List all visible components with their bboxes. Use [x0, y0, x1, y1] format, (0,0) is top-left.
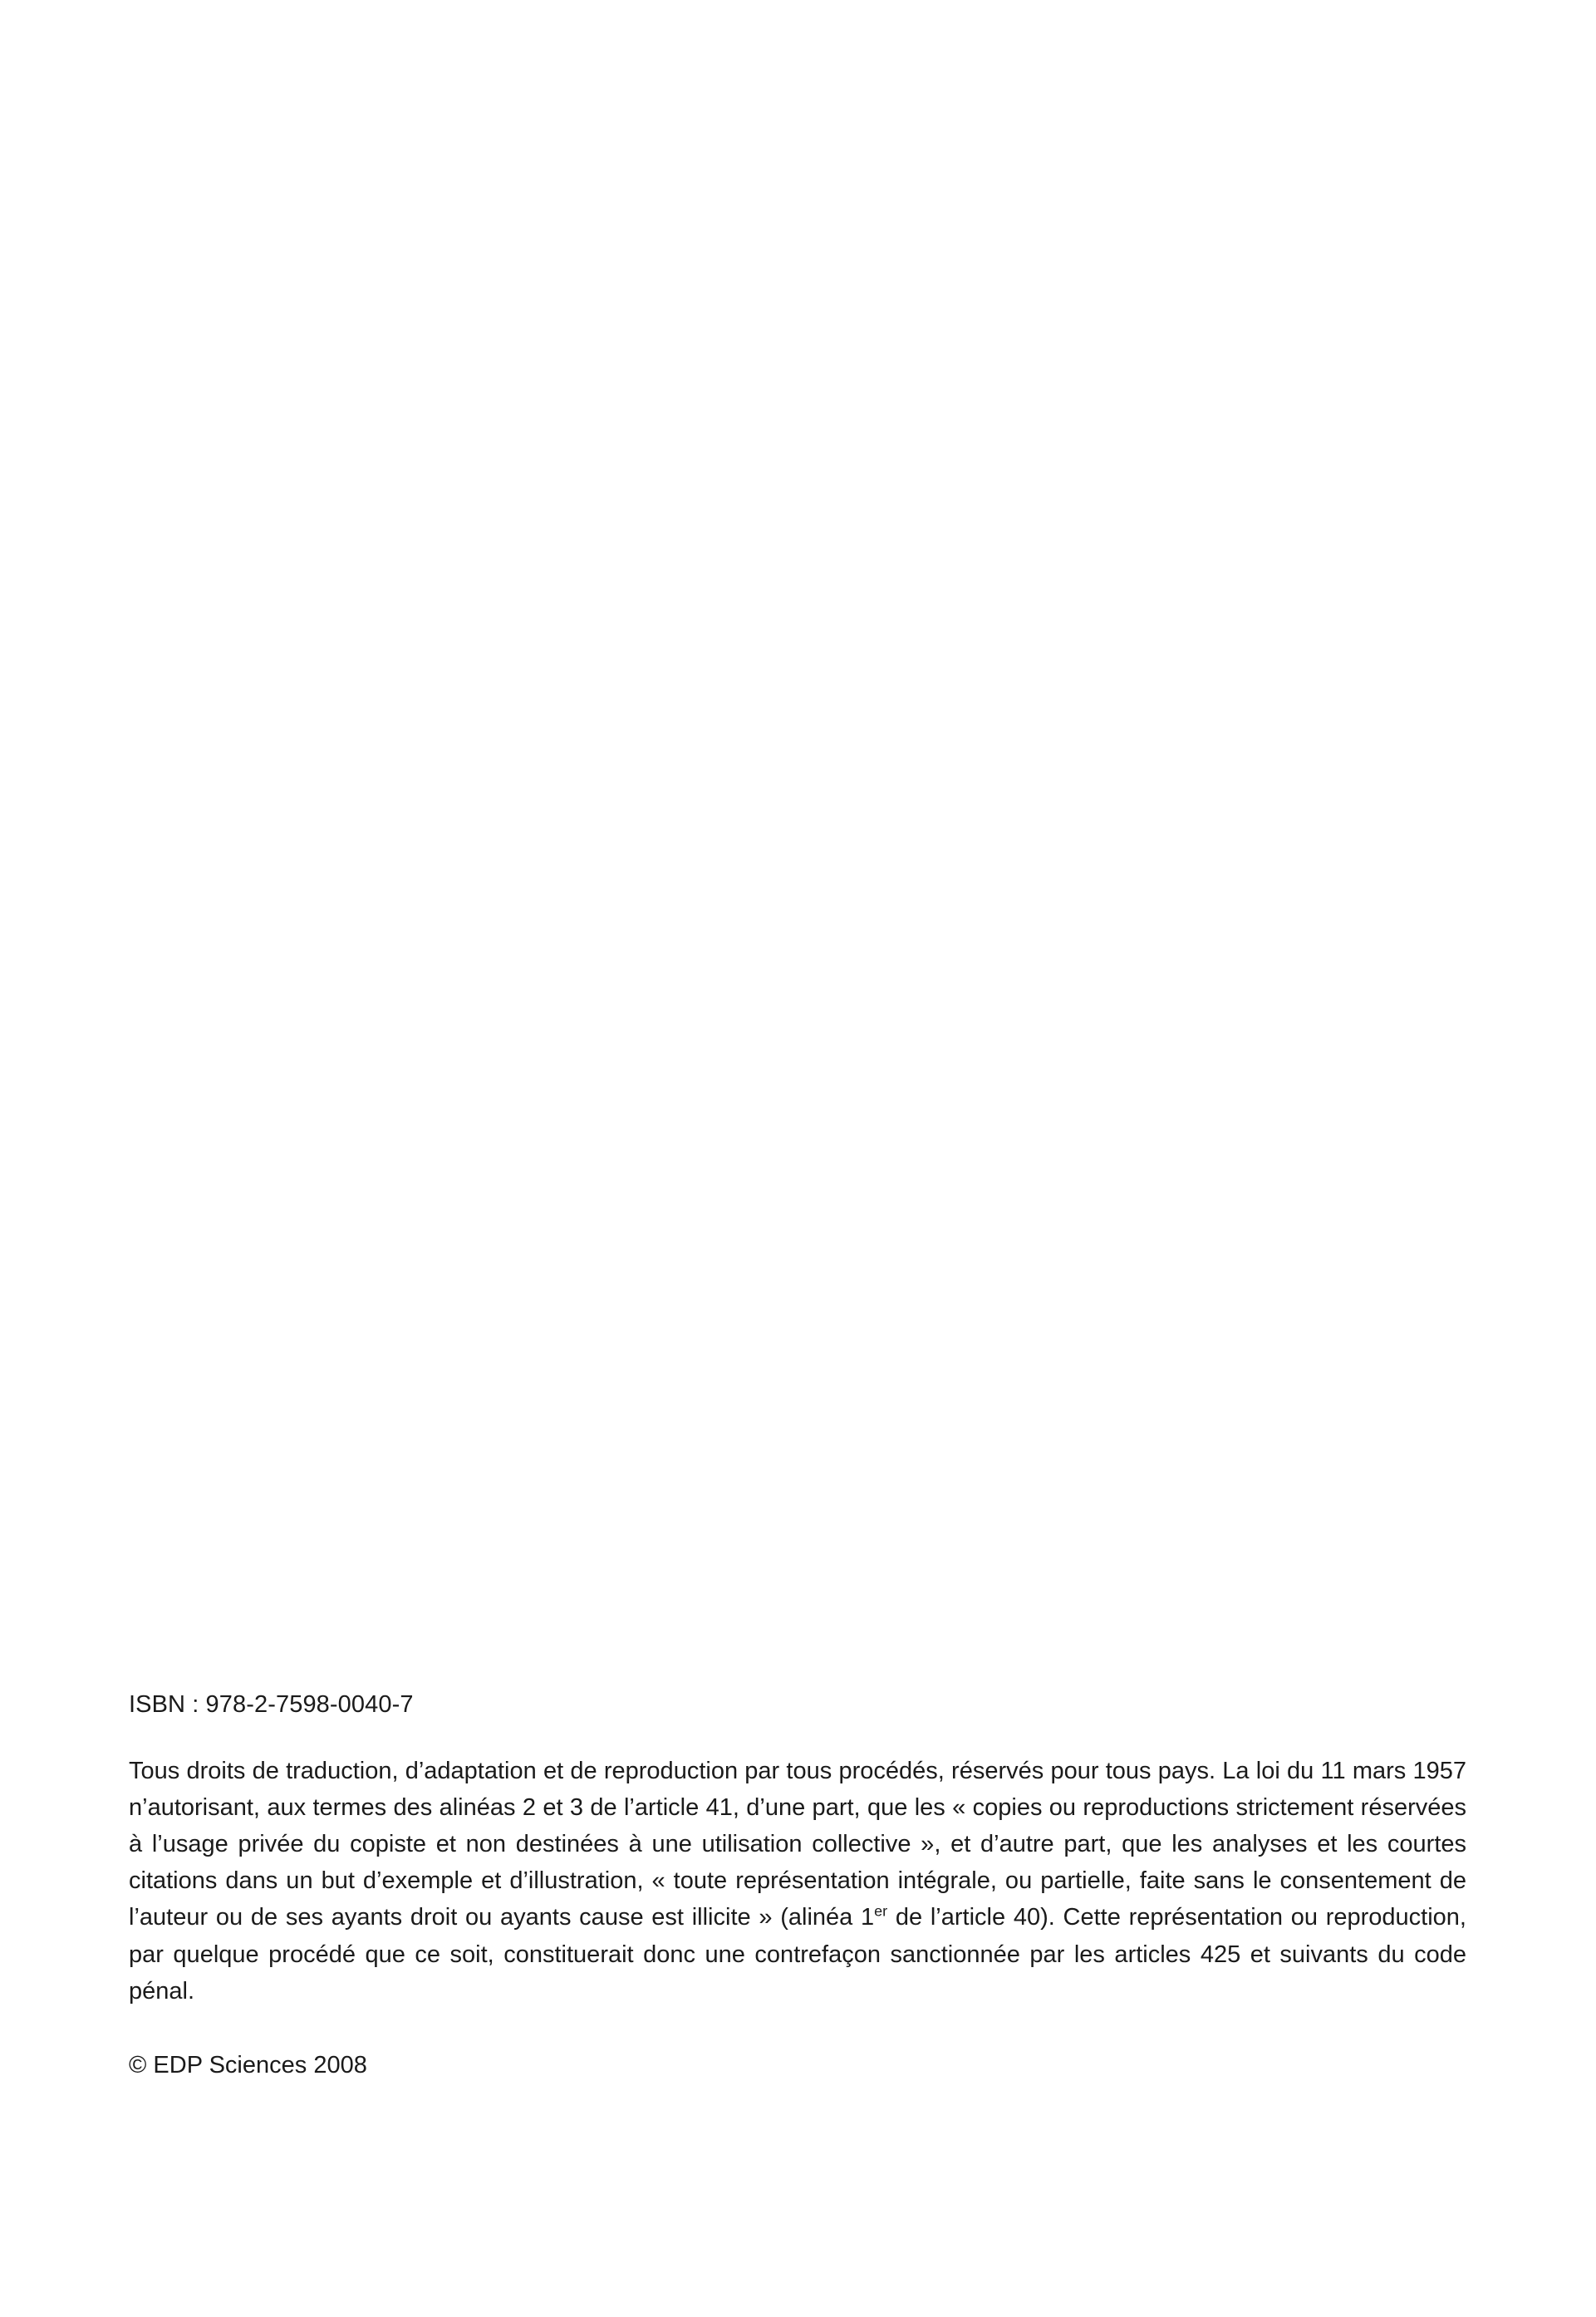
legal-notice-text-part-1: Tous droits de traduction, d’adaptation et de reproduction par tous procédés, réservés pour tous pays. La loi du 11 mars 1957 n’autorisant, aux termes des alinéas 2 et 3 de l’article 41, d’une part, que les « copies ou reproductions strictement réservées à l’usage privée du copiste et non destinées à une utilisation collective », et d’autre part, que les analyses et les courtes citations dans un but d’exemple et d’illustration, « toute représentation intégrale, ou partielle, faite sans le consentement de l’auteur ou de ses ayants droit ou ayants cause est illicite » (alinéa 1 — [129, 1758, 1466, 1931]
legal-notice-paragraph — [129, 1753, 1466, 2010]
copyright-notice: © EDP Sciences 2008 — [129, 2051, 367, 2078]
copyright-page-block — [129, 1689, 1466, 2082]
isbn-line: ISBN : 978-2-7598-0040-7 — [129, 1691, 414, 1718]
legal-notice-text-part-2: de l’article 40). Cette représentation ou reproduction, par quelque procédé que ce soit, constituerait donc une contrefaçon sanctionnée par les articles 425 et suivants du code pénal. — [129, 1904, 1466, 2005]
legal-notice-ordinal-superscript: er — [874, 1902, 888, 1920]
